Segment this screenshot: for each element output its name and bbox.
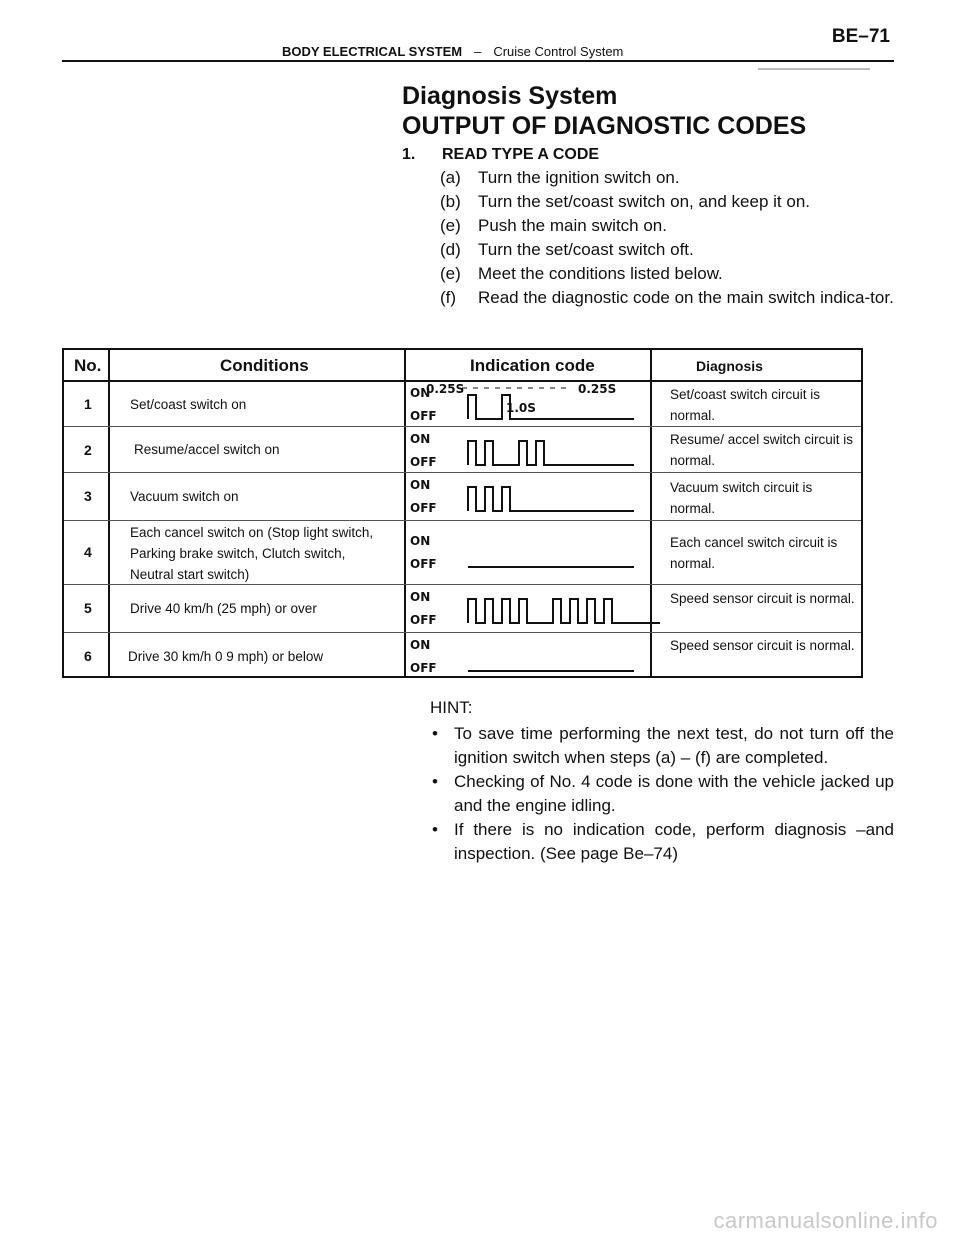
substep-text: Meet the conditions listed below. (478, 264, 723, 283)
running-header (282, 44, 623, 59)
section-title: Diagnosis System (402, 82, 618, 110)
row-number: 1 (84, 396, 92, 412)
bullet-icon: • (432, 820, 438, 839)
substep-text: Turn the ignition switch on. (478, 168, 680, 187)
row-number: 2 (84, 442, 92, 458)
substep (440, 166, 680, 190)
off-label: OFF (410, 409, 437, 423)
header-rule-faint (758, 68, 870, 70)
substep-text: Read the diagnostic code on the main switch indica-tor. (478, 288, 894, 307)
off-label: OFF (410, 455, 437, 469)
header-conditions: Conditions (220, 356, 309, 375)
row-condition: Set/coast switch on (130, 397, 247, 412)
row-diagnosis: Vacuum switch circuit is normal. (670, 480, 813, 516)
header-rule (62, 60, 894, 62)
indication-waveform (406, 474, 646, 518)
header-separator: – (474, 44, 482, 59)
step-number: 1. (402, 146, 416, 163)
watermark: carmanualsonline.info (713, 1208, 938, 1233)
row-number: 3 (84, 488, 92, 504)
on-label: ON (410, 386, 431, 400)
on-label: ON (410, 432, 431, 446)
indication-waveform (406, 634, 646, 678)
substep-label: (b) (440, 192, 461, 211)
step-heading (402, 146, 599, 164)
substep (440, 214, 667, 238)
table-header-row (64, 350, 861, 382)
substep-label: (f) (440, 288, 457, 307)
pulse-trace (468, 599, 660, 623)
hint-title: HINT: (430, 698, 473, 717)
row-condition: Drive 30 km/h 0 9 mph) or below (128, 649, 324, 664)
pulse-trace (468, 395, 634, 419)
indication-waveform (406, 428, 646, 472)
hint-text: Checking of No. 4 code is done with the vehicle jacked up and the engine idling. (454, 772, 894, 815)
substep-text: Turn the set/coast switch oft. (478, 240, 694, 259)
hint-item (432, 770, 894, 818)
diagnostic-code-table (62, 348, 863, 678)
row-number: 6 (84, 648, 92, 664)
row-condition: Each cancel switch on (Stop light switch, Parking brake switch, Clutch switch, Neutral start switch) (130, 525, 374, 582)
substep-text: Push the main switch on. (478, 216, 667, 235)
row-divider (64, 472, 861, 473)
header-diagnosis: Diagnosis (696, 358, 763, 374)
substep-label: (a) (440, 168, 461, 187)
off-label: OFF (410, 613, 437, 627)
col-divider (650, 350, 652, 676)
col-divider (108, 350, 110, 676)
off-label: OFF (410, 557, 437, 571)
timing-label: 0.25S (426, 382, 465, 396)
on-label: ON (410, 590, 431, 604)
row-diagnosis: Speed sensor circuit is normal. (670, 638, 855, 653)
substep-label: (e) (440, 216, 461, 235)
off-label: OFF (410, 501, 437, 515)
indication-waveform (406, 382, 646, 426)
indication-waveform (406, 530, 646, 574)
row-diagnosis: Set/coast switch circuit is normal. (670, 387, 821, 423)
substep-label: (d) (440, 240, 461, 259)
on-label: ON (410, 534, 431, 548)
row-number: 5 (84, 600, 92, 616)
row-condition: Resume/accel switch on (134, 442, 280, 457)
on-label: ON (410, 478, 431, 492)
header-section: BODY ELECTRICAL SYSTEM (282, 44, 463, 59)
hint-text: To save time performing the next test, do not turn off the ignition switch when steps (a) – (f) are completed. (454, 724, 894, 767)
substep-text: Turn the set/coast switch on, and keep it on. (478, 192, 810, 211)
substep (440, 238, 694, 262)
row-number: 4 (84, 544, 92, 560)
row-diagnosis: Resume/ accel switch circuit is normal. (670, 432, 854, 468)
on-label: ON (410, 638, 431, 652)
substep (440, 190, 810, 214)
header-indication-code: Indication code (470, 356, 595, 375)
indication-waveform (406, 586, 646, 630)
header-subsection: Cruise Control System (493, 44, 624, 59)
hint-text: If there is no indication code, perform diagnosis –and inspection. (See page Be–74) (454, 820, 894, 863)
row-divider (64, 520, 861, 521)
row-condition: Drive 40 km/h (25 mph) or over (130, 601, 317, 616)
row-divider (64, 426, 861, 427)
section-subtitle: OUTPUT OF DIAGNOSTIC CODES (402, 112, 807, 140)
pulse-trace (468, 441, 634, 465)
row-condition: Vacuum switch on (130, 489, 239, 504)
substep (440, 262, 723, 286)
row-diagnosis: Each cancel switch circuit is normal. (670, 535, 838, 571)
substep (440, 286, 908, 310)
off-label: OFF (410, 661, 437, 675)
step-label: READ TYPE A CODE (442, 146, 600, 163)
timing-label: 0.25S (578, 382, 617, 396)
page-number: BE–71 (831, 26, 890, 47)
bullet-icon: • (432, 772, 438, 791)
row-diagnosis: Speed sensor circuit is normal. (670, 591, 855, 606)
timing-label: 1.0S (506, 401, 536, 415)
header-no: No. (74, 356, 102, 375)
bullet-icon: • (432, 724, 438, 743)
row-divider (64, 632, 861, 633)
hint-item (432, 722, 894, 770)
pulse-trace (468, 487, 634, 511)
hint-item (432, 818, 894, 866)
substep-label: (e) (440, 264, 461, 283)
